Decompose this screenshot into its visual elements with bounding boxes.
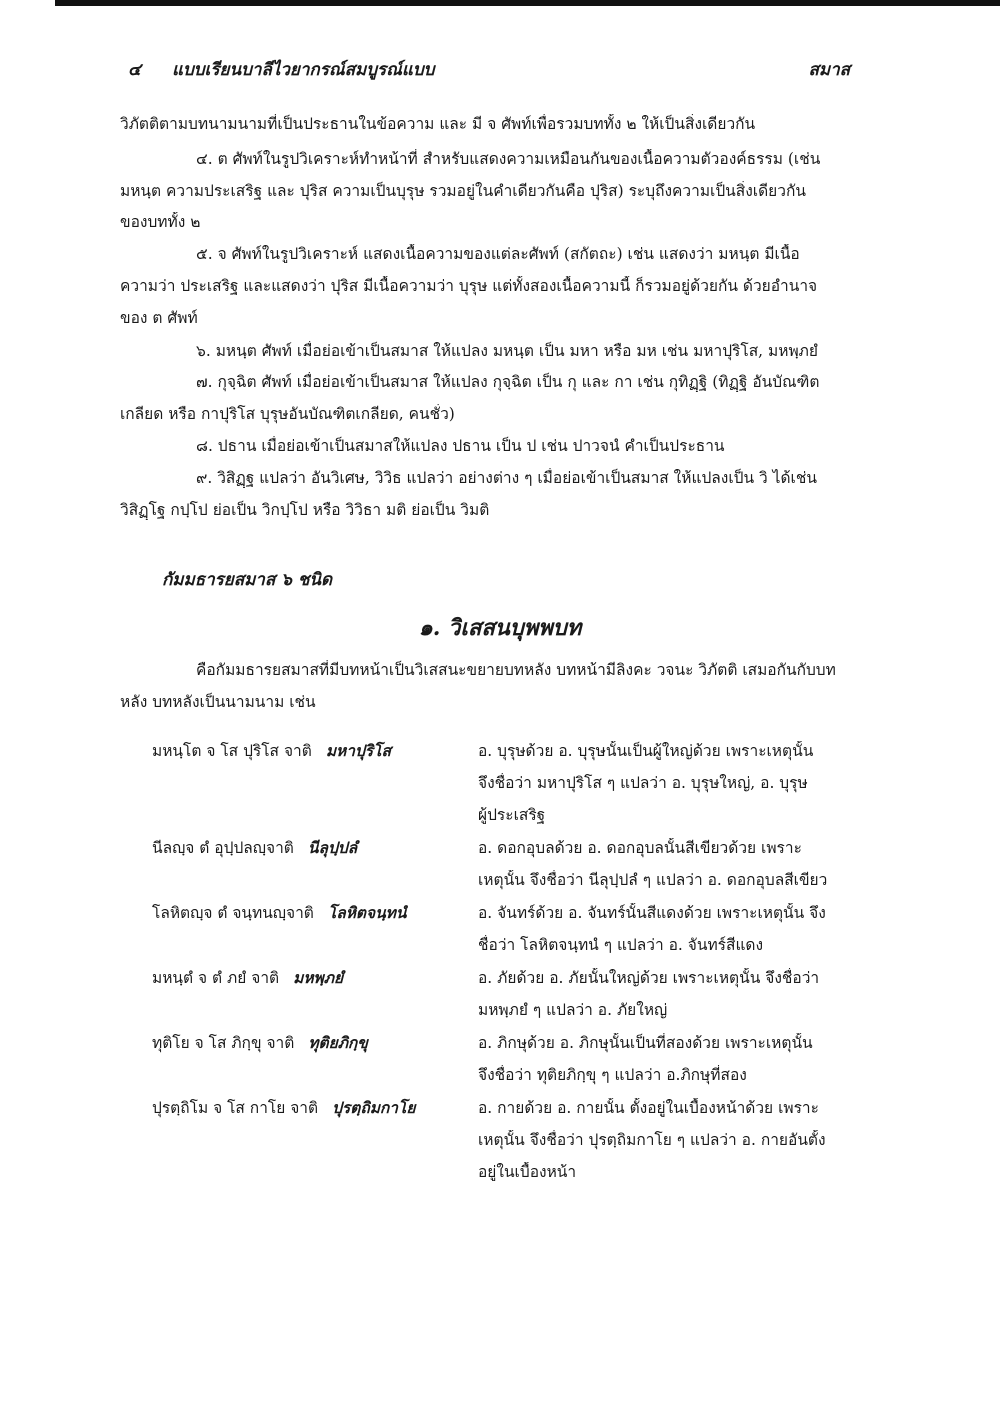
paragraph-line: ๗. กุจฺฉิต ศัพท์ เมื่อย่อเข้าเป็นสมาส ให้แปลง กุจฺฉิต เป็น กุ และ กา เช่น กุทิฏฺฐิ (ทิฏฺฐิ อันบัณฑิต — [196, 373, 820, 391]
example-analysis-text: ทุติโย จ โส ภิกฺขุ จาติ — [152, 1034, 295, 1052]
meaning-line: อยู่ในเบื้องหน้า — [478, 1163, 577, 1181]
meaning-line: เหตุนั้น จึงชื่อว่า ปุรตฺถิมกาโย ๆ แปลว่า อ. กายอันตั้ง — [478, 1131, 826, 1149]
meaning-line: ชื่อว่า โลหิตจนฺทนํ ๆ แปลว่า อ. จันทร์สีแดง — [478, 936, 764, 954]
paragraph-line: ๕. จ ศัพท์ในรูปวิเคราะห์ แสดงเนื้อความของแต่ละศัพท์ (สกัตถะ) เช่น แสดงว่า มหนฺต มีเนื้อ — [196, 245, 800, 263]
meaning-line: อ. จันทร์ด้วย อ. จันทร์นั้นสีแดงด้วย เพราะเหตุนั้น จึง — [478, 904, 826, 922]
example-analysis — [152, 1098, 470, 1118]
meaning-line: ผู้ประเสริฐ — [478, 806, 546, 824]
paragraph-line: วิสิฏฺโฐ กปฺโป ย่อเป็น วิกปฺโป หรือ วิวิธา มติ ย่อเป็น วิมติ — [120, 501, 490, 519]
example-term: นีลุปฺปลํ — [307, 838, 358, 857]
paragraph-line: ๙. วิสิฏฺฐ แปลว่า อันวิเศษ, วิวิธ แปลว่า อย่างต่าง ๆ เมื่อย่อเข้าเป็นสมาส ให้แปลงเป็น วิ ได้เช่น — [196, 469, 817, 487]
paragraph-line: วิภัตติตามบทนามนามที่เป็นประธานในข้อความ และ มี จ ศัพท์เพื่อรวมบททั้ง ๒ ให้เป็นสิ่งเดียวกัน — [120, 115, 756, 133]
intro-line: หลัง บทหลังเป็นนามนาม เช่น — [120, 693, 316, 711]
example-term: ปุรตฺถิมกาโย — [332, 1098, 416, 1117]
meaning-line: มหพฺภยํ ๆ แปลว่า อ. ภัยใหญ่ — [478, 1001, 668, 1019]
example-analysis — [152, 838, 470, 858]
example-analysis — [152, 903, 470, 923]
meaning-line: อ. กายด้วย อ. กายนั้น ตั้งอยู่ในเบื้องหน้าด้วย เพราะ — [478, 1099, 819, 1117]
example-meaning — [478, 741, 842, 837]
example-meaning — [478, 838, 842, 902]
paragraph-line: ๖. มหนฺต ศัพท์ เมื่อย่อเข้าเป็นสมาส ให้แปลง มหนฺต เป็น มหา หรือ มห เช่น มหาปุริโส, มหพฺภยํ — [196, 342, 818, 360]
example-meaning — [478, 1033, 842, 1097]
example-term: ทุติยภิกฺขุ — [308, 1033, 368, 1052]
paragraph-line: ๘. ปธาน เมื่อย่อเข้าเป็นสมาสให้แปลง ปธาน เป็น ป เช่น ปาวจนํ คำเป็นประธาน — [196, 437, 725, 455]
chapter-title: สมาส — [808, 60, 850, 80]
example-meaning — [478, 903, 842, 967]
paragraph-line: ๔. ต ศัพท์ในรูปวิเคราะห์ทำหน้าที่ สำหรับแสดงความเหมือนกันของเนื้อความตัวองค์ธรรม (เช่น — [196, 150, 821, 168]
book-title: แบบเรียนบาลีไวยากรณ์สมบูรณ์แบบ — [172, 60, 435, 80]
paragraph-line: เกลียด หรือ กาปุริโส บุรุษอันบัณฑิตเกลียด, คนชั่ว) — [120, 405, 455, 423]
example-analysis — [152, 741, 470, 761]
meaning-line: เหตุนั้น จึงชื่อว่า นีลุปฺปลํ ๆ แปลว่า อ. ดอกอุบลสีเขียว — [478, 871, 828, 889]
example-term: โลหิตจนฺทนํ — [327, 903, 407, 922]
meaning-line: อ. บุรุษด้วย อ. บุรุษนั้นเป็นผู้ใหญ่ด้วย เพราะเหตุนั้น — [478, 742, 814, 760]
meaning-line: อ. ดอกอุบลด้วย อ. ดอกอุบลนั้นสีเขียวด้วย เพราะ — [478, 839, 802, 857]
example-analysis-text: ปุรตฺถิโม จ โส กาโย จาติ — [152, 1099, 319, 1117]
top-border-rule — [55, 0, 1000, 6]
page-number: ๔ — [128, 60, 141, 80]
example-analysis-text: โลหิตญฺจ ตํ จนฺทนญฺจาติ — [152, 904, 314, 922]
paragraph-line: ความว่า ประเสริฐ และแสดงว่า ปุริส มีเนื้อความว่า บุรุษ แต่ทั้งสองเนื้อความนี้ ก็รวมอยู่ด้วยกัน ด้วยอำนาจ — [120, 277, 818, 295]
example-meaning — [478, 968, 842, 1032]
paragraph-line: ของบททั้ง ๒ — [120, 213, 201, 231]
example-analysis — [152, 968, 470, 988]
example-meaning — [478, 1098, 842, 1194]
subheading: กัมมธารยสมาส ๖ ชนิด — [162, 570, 333, 590]
section-title: ๑. วิเสสนบุพพบท — [418, 615, 582, 641]
page-header — [128, 56, 850, 88]
meaning-line: อ. ภัยด้วย อ. ภัยนั้นใหญ่ด้วย เพราะเหตุนั้น จึงชื่อว่า — [478, 969, 820, 987]
meaning-line: อ. ภิกษุด้วย อ. ภิกษุนั้นเป็นที่สองด้วย เพราะเหตุนั้น — [478, 1034, 813, 1052]
paragraph-line: มหนฺต ความประเสริฐ และ ปุริส ความเป็นบุรุษ รวมอยู่ในคำเดียวกันคือ ปุริส) ระบุถึงความเป็นสิ่งเดียวกัน — [120, 182, 806, 200]
example-analysis-text: นีลญฺจ ตํ อุปฺปลญฺจาติ — [152, 839, 294, 857]
paragraph-line: ของ ต ศัพท์ — [120, 309, 198, 327]
example-term: มหพฺภยํ — [293, 968, 344, 987]
intro-line: คือกัมมธารยสมาสที่มีบทหน้าเป็นวิเสสนะขยายบทหลัง บทหน้ามีลิงคะ วจนะ วิภัตติ เสมอกันกับบท — [196, 661, 836, 679]
example-analysis — [152, 1033, 470, 1053]
example-analysis-text: มหนฺโต จ โส ปุริโส จาติ — [152, 742, 312, 760]
meaning-line: จึงชื่อว่า ทุติยภิกฺขุ ๆ แปลว่า อ.ภิกษุที่สอง — [478, 1066, 747, 1084]
meaning-line: จึงชื่อว่า มหาปุริโส ๆ แปลว่า อ. บุรุษใหญ่, อ. บุรุษ — [478, 774, 808, 792]
example-analysis-text: มหนฺตํ จ ตํ ภยํ จาติ — [152, 969, 280, 987]
example-term: มหาปุริโส — [325, 741, 391, 760]
